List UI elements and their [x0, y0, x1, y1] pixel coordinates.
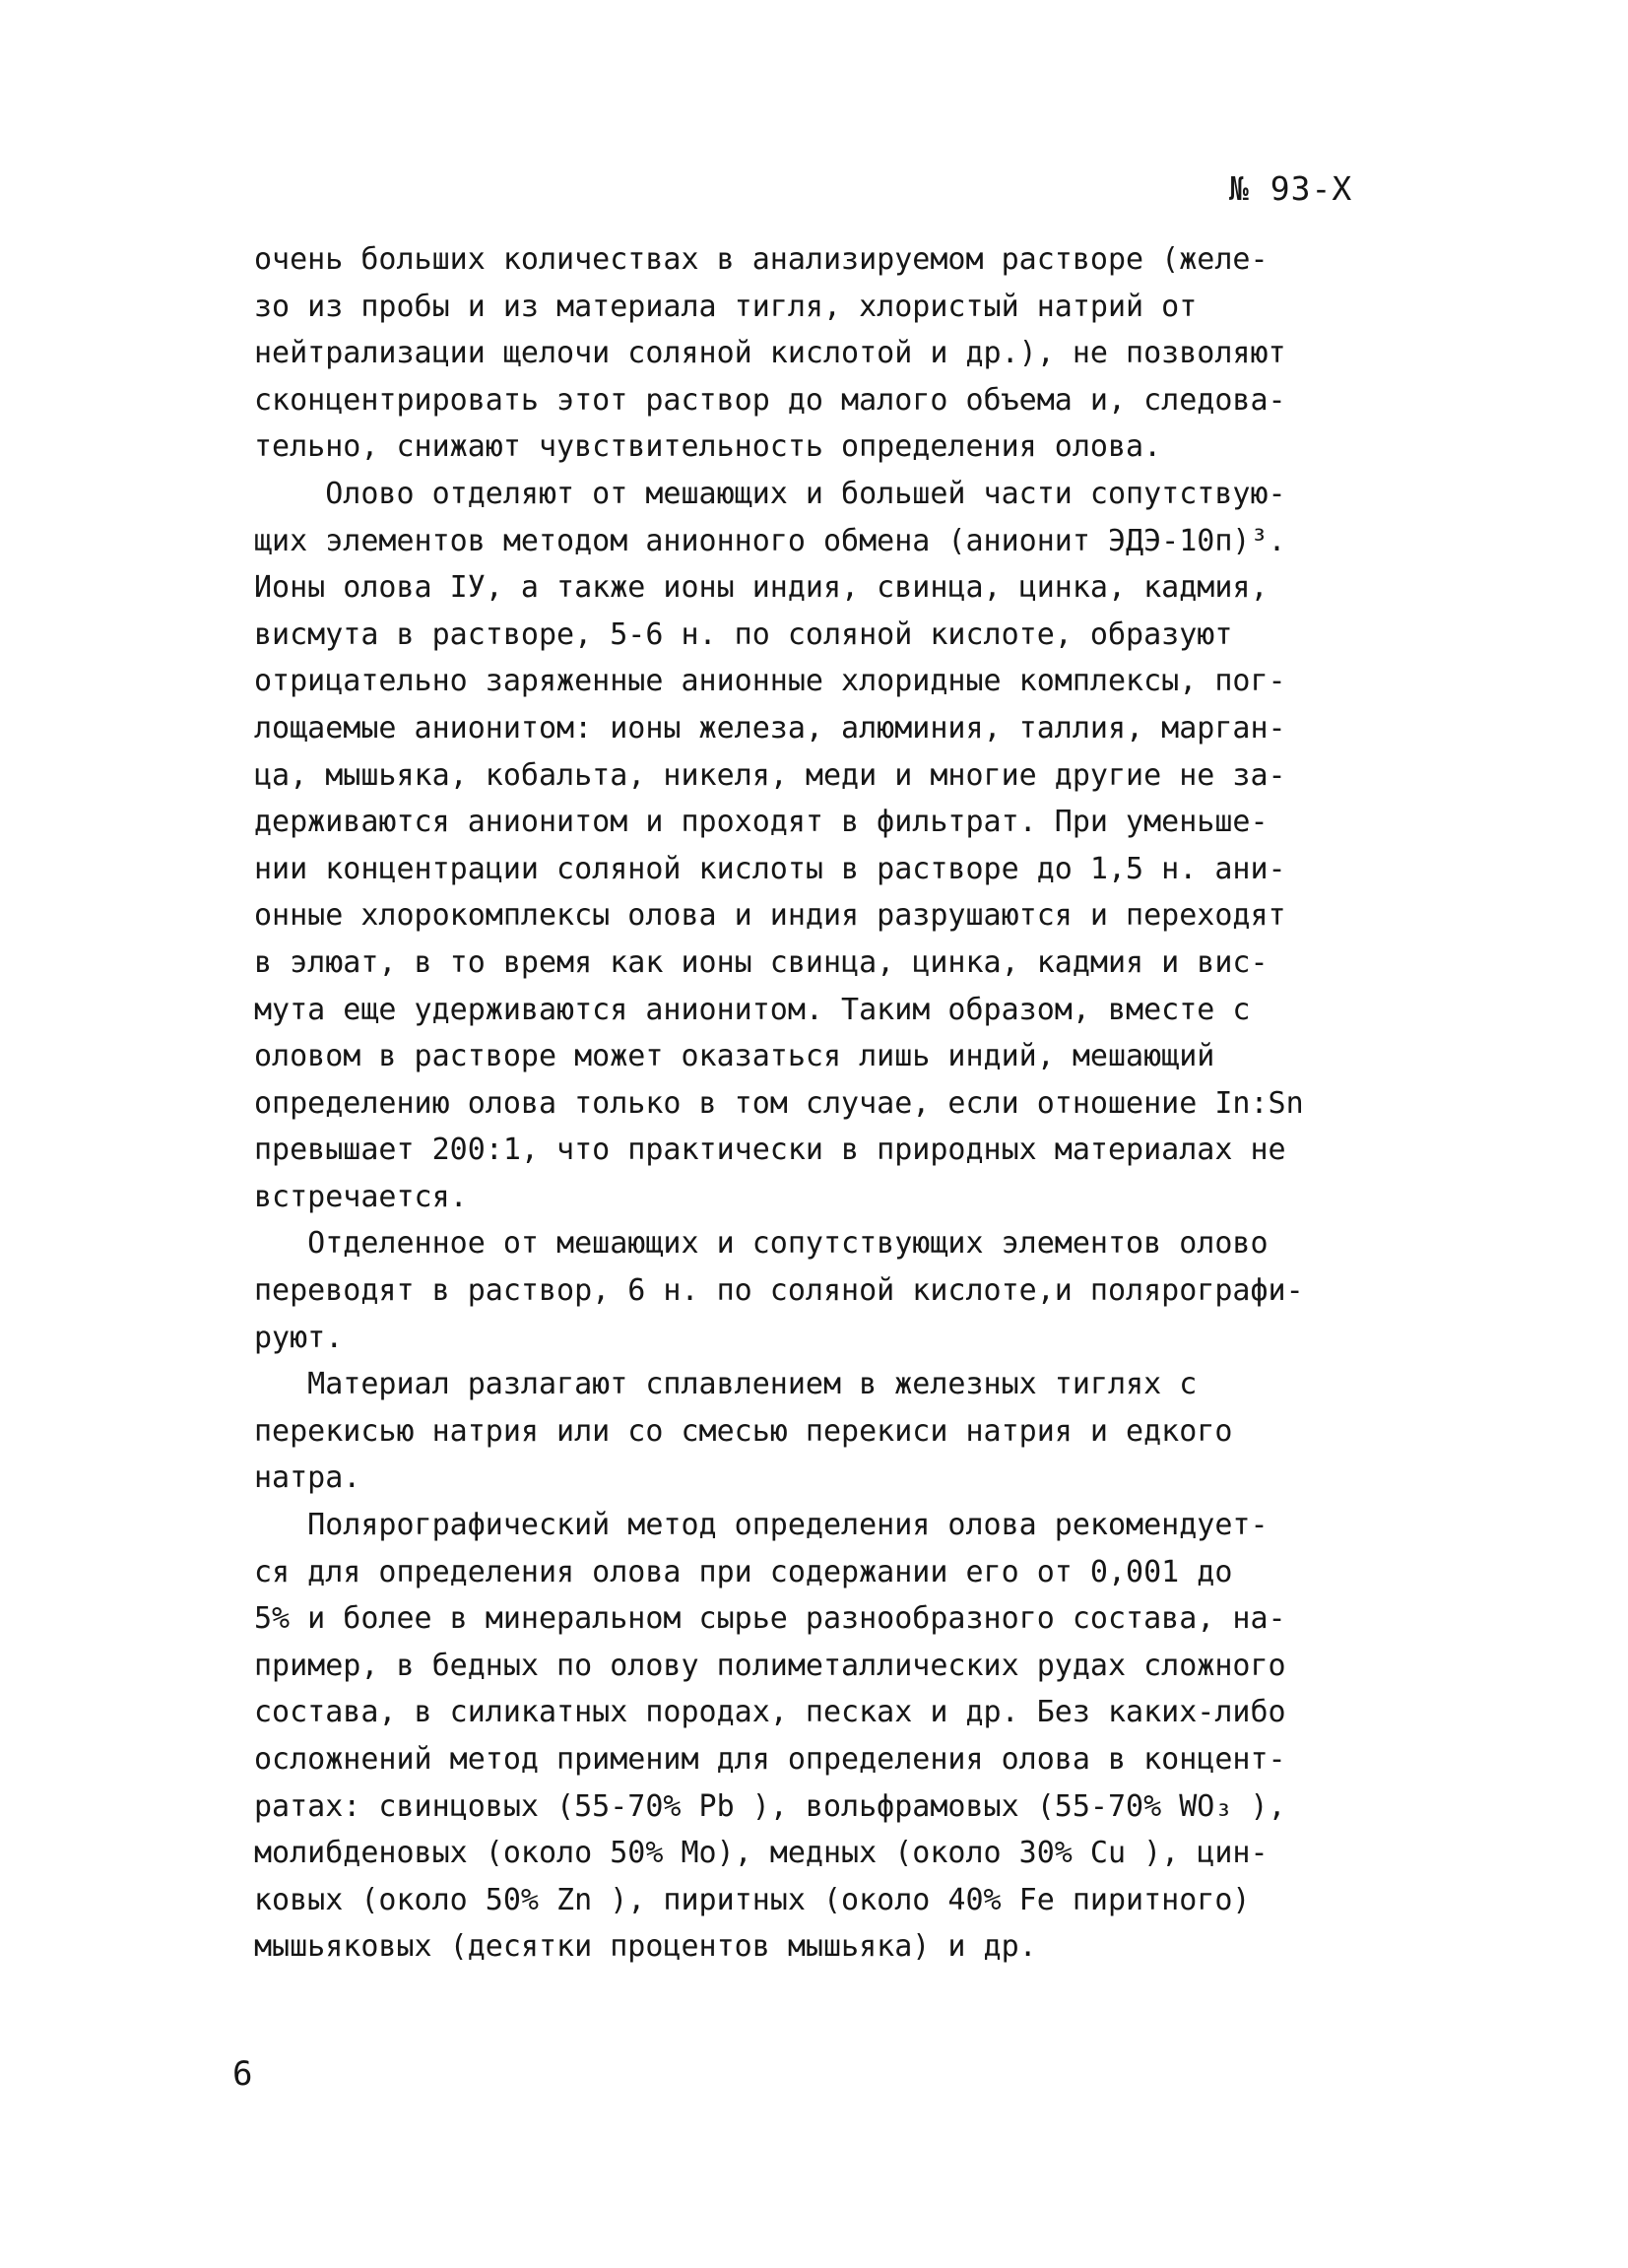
text-line: отрицательно заряженные анионные хлоридные комплексы, пог- [254, 664, 1286, 699]
text-line: 5% и более в минеральном сырье разнообразного состава, на- [254, 1601, 1286, 1637]
text-line: Олово отделяют от мешающих и большей части сопутствую- [254, 476, 1286, 511]
text-line: ца, мышьяка, кобальта, никеля, меди и многие другие не за- [254, 757, 1286, 793]
text-line: Полярографический метод определения олова рекомендует- [254, 1508, 1269, 1543]
text-line: молибденовых (около 50% Mo), медных (около 30% Cu ), цин- [254, 1836, 1269, 1871]
text-line: нейтрализации щелочи соляной кислотой и др.), не позволяют [254, 336, 1286, 371]
text-line: определению олова только в том случае, если отношение In:Sn [254, 1085, 1304, 1121]
text-line: ся для определения олова при содержании его от 0,001 до [254, 1554, 1233, 1589]
text-line: зо из пробы и из материала тигля, хлористый натрий от [254, 289, 1198, 324]
text-line: мышьяковых (десятки процентов мышьяка) и др. [254, 1929, 1037, 1965]
text-line: руют. [254, 1320, 344, 1355]
text-line: превышает 200:1, что практически в природных материалах не [254, 1133, 1286, 1168]
text-line: ковых (около 50% Zn ), пиритных (около 40% Fe пиритного) [254, 1882, 1251, 1917]
document-number: № 93-Х [1229, 169, 1353, 208]
text-line: перекисью натрия или со смесью перекиси натрия и едкого [254, 1413, 1233, 1449]
text-line: нии концентрации соляной кислоты в растворе до 1,5 н. ани- [254, 851, 1286, 886]
text-line: Материал разлагают сплавлением в железных тиглях с [254, 1367, 1198, 1402]
page-number: 6 [232, 2054, 253, 2094]
text-line: оловом в растворе может оказаться лишь индий, мешающий [254, 1039, 1215, 1074]
text-line: ратах: свинцовых (55-70% Pb ), вольфрамовых (55-70% WO₃ ), [254, 1788, 1286, 1824]
text-line: тельно, снижают чувствительность определения олова. [254, 429, 1162, 465]
text-line: держиваются анионитом и проходят в фильтрат. При уменьше- [254, 805, 1269, 840]
text-line: Ионы олова IУ, а также ионы индия, свинца, цинка, кадмия, [254, 570, 1269, 606]
text-line: мута еще удерживаются анионитом. Таким образом, вместе с [254, 992, 1251, 1027]
text-line: в элюат, в то время как ионы свинца, цинка, кадмия и вис- [254, 944, 1269, 980]
text-line: очень больших количествах в анализируемом растворе (желе- [254, 242, 1269, 277]
text-line: щих элементов методом анионного обмена (анионит ЭДЭ-10п)³. [254, 523, 1286, 558]
body-text [254, 236, 1426, 1971]
text-line: сконцентрировать этот раствор до малого объема и, следова- [254, 382, 1286, 418]
text-line: состава, в силикатных породах, песках и др. Без каких-либо [254, 1695, 1286, 1730]
text-line: встречается. [254, 1179, 468, 1214]
text-line: висмута в растворе, 5-6 н. по соляной кислоте, образуют [254, 616, 1233, 652]
text-line: натра. [254, 1460, 361, 1496]
text-line: переводят в раствор, 6 н. по соляной кислоте,и полярографи- [254, 1273, 1304, 1309]
text-line: осложнений метод применим для определения олова в концент- [254, 1742, 1286, 1777]
text-line: лощаемые анионитом: ионы железа, алюминия, таллия, марган- [254, 710, 1286, 745]
text-line: пример, в бедных по олову полиметаллических рудах сложного [254, 1648, 1286, 1683]
text-line: Отделенное от мешающих и сопутствующих элементов олово [254, 1226, 1269, 1262]
text-line: онные хлорокомплексы олова и индия разрушаются и переходят [254, 898, 1286, 934]
